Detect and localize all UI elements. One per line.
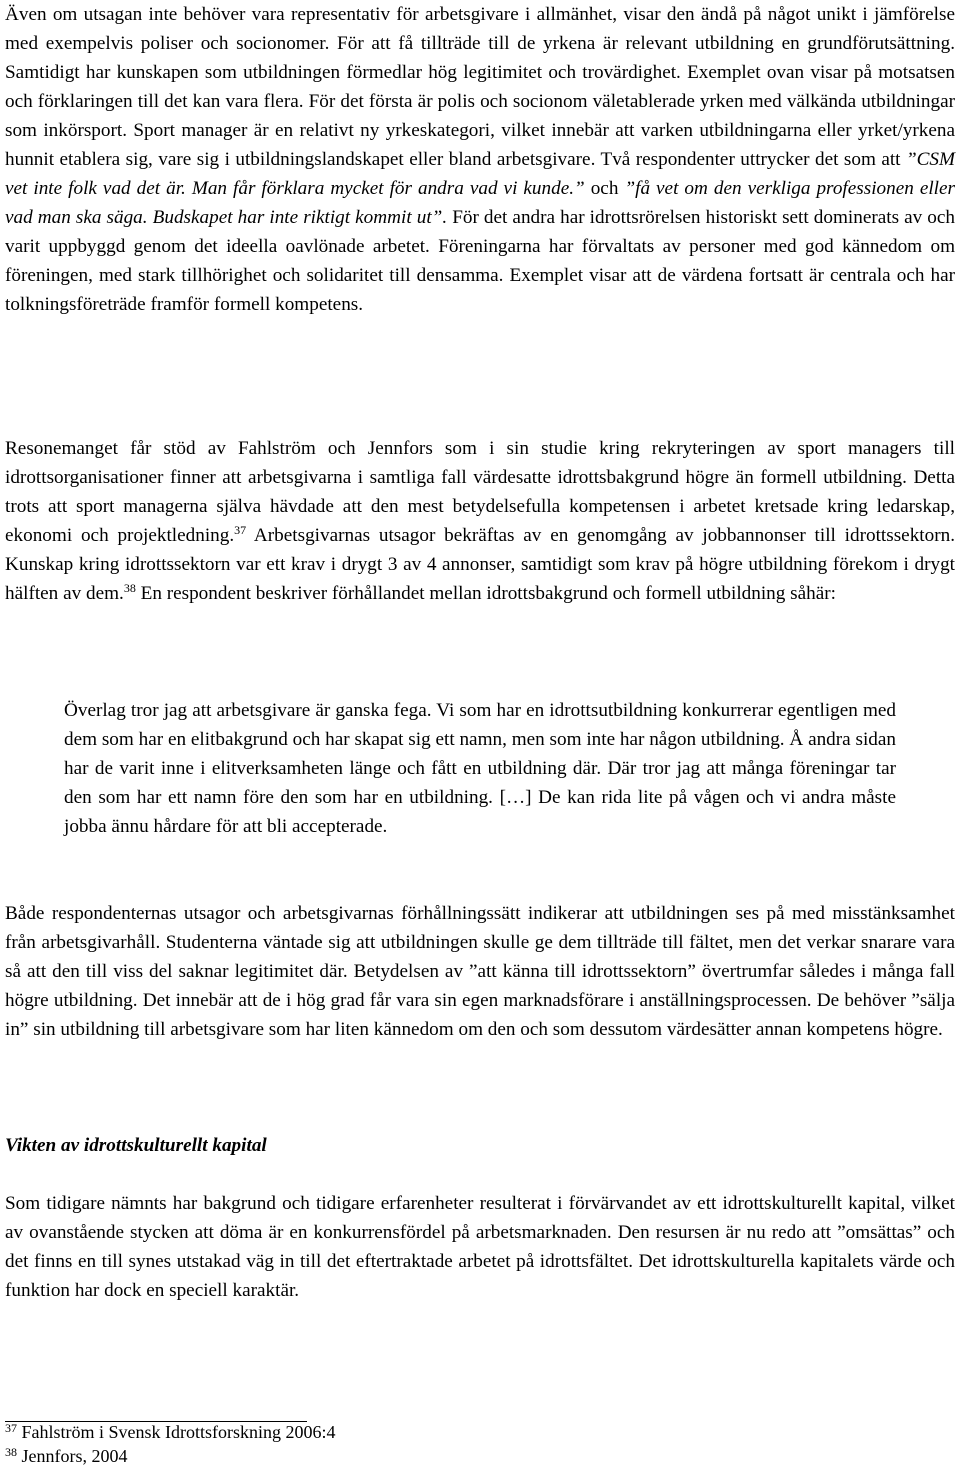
- footnote-38: $^{38}$ Jennfors, 2004: [5, 1445, 128, 1466]
- section-heading: Vikten av idrottskulturellt kapital: [5, 1135, 267, 1156]
- respondent-quote-csm: ”CSM vet inte folk vad det är. Man får förklara mycket för andra vad vi kunde.”: [5, 149, 955, 199]
- block-quote-respondent: Överlag tror jag att arbetsgivare är ganska fega. Vi som har en idrottsutbildning konkurrerar egentligen med dem som har en elitbakgrund och har skapat sig ett namn, men som inte har någon utbildning. Å andra sidan har de varit inne i elitverksamheten länge och fått en utbildning där. Där tror jag att många föreningar tar den som har ett namn före den som har en utbildning. […] De kan rida lite på vågen och vi andra måste jobba ännu hårdare för att bli accepterade.: [64, 700, 896, 837]
- paragraph-respondents-and-employers: Både respondenternas utsagor och arbetsgivarnas förhållningssätt indikerar att utbildningen ses på med misstänksamhet från arbetsgivarhåll. Studenterna väntade sig att utbildningen skulle ge dem tillträde till fältet, men det verkar snarare vara så att den till viss del saknar legitimitet där. Betydelsen av ”att känna till idrottssektorn” övertrumfar således i många fall högre utbildning. Det innebär att de i hög grad får vara sin egen marknadsförare i anställningsprocessen. De behöver ”sälja in” sin utbildning till arbetsgivare som har liten kännedom om den och som dessutom värdesätter annan kompetens högre.: [5, 903, 955, 1040]
- paragraph-sport-manager-legitimacy: Även om utsagan inte behöver vara representativ för arbetsgivare i allmänhet, visar den ändå på något unikt i jämförelse med exempelvis poliser och socionomer. För att få tillträde till de yrkena är relevant utbildning en grundförutsättning. Samtidigt har kunskapen som utbildningen förmedlar hög legitimitet och trovärdighet. Exemplet ovan visar på motsatsen och förklaringen till det kan vara flera. För det första är polis och socionom väletablerade yrken med välkända utbildningar som inkörsport. Sport manager är en relativt ny yrkeskategori, vilket innebär att varken utbildningarna eller yrket/yrkena hunnit etablera sig, vare sig i utbildningslandskapet eller bland arbetsgivare. Två respondenter uttrycker det som att ”CSM vet inte folk vad det är. Man får förklara mycket för andra vad vi kunde.” och ”få vet om den verkliga professionen eller vad man ska säga. Budskapet har inte riktigt kommit ut”. För det andra har idrottsrörelsen historiskt sett dominerats av och varit uppbyggd genom det ideella oavlönade arbetet. Föreningarna har förvaltats av personer med god kännedom om föreningen, med stark tillhörighet och solidaritet till densamma. Exemplet visar att de värdena fortsatt är centrala och har tolkningsföreträde framför formell kompetens.: [5, 4, 955, 315]
- respondent-quote-profession: ”få vet om den verkliga professionen eller vad man ska säga. Budskapet har inte riktigt kommit ut”.: [5, 178, 955, 228]
- paragraph-cultural-capital: Som tidigare nämnts har bakgrund och tidigare erfarenheter resulterat i förvärvandet av ett idrottskulturellt kapital, vilket av ovanstående stycken att döma är en konkurrensfördel på arbetsmarknaden. Den resursen är nu redo att ”omsättas” och det finns en till synes utstakad väg in till det eftertraktade arbetet på idrottsfältet. Det idrottskulturella kapitalets värde och funktion har dock en speciell karaktär.: [5, 1193, 955, 1301]
- footnote-37: $^{37}$ Fahlström i Svensk Idrottsforskning 2006:4: [5, 1421, 336, 1442]
- footnote-ref-37[interactable]: 37: [234, 523, 247, 537]
- footnote-ref-38[interactable]: 38: [123, 581, 136, 595]
- paragraph-fahlstrom-jennfors: Resonemanget får stöd av Fahlström och Jennfors som i sin studie kring rekryteringen av sport managers till idrottsorganisationer finner att arbetsgivarna i samtliga fall värdesatte idrottsbakgrund högre än formell utbildning. Detta trots att sport managerna själva hävdade att den mest betydelsefulla kompetensen i arbetet kretsade kring ledarskap, ekonomi och projektledning.$^{37}$ Arbetsgivarnas utsagor bekräftas av en genomgång av jobbannonser till idrottssektorn. Kunskap kring idrottssektorn var ett krav i drygt 3 av 4 annonser, samtidigt som krav på högre utbildning förekom i drygt hälften av dem.$^{38}$ En respondent beskriver förhållandet mellan idrottsbakgrund och formell utbildning såhär:: [5, 438, 955, 604]
